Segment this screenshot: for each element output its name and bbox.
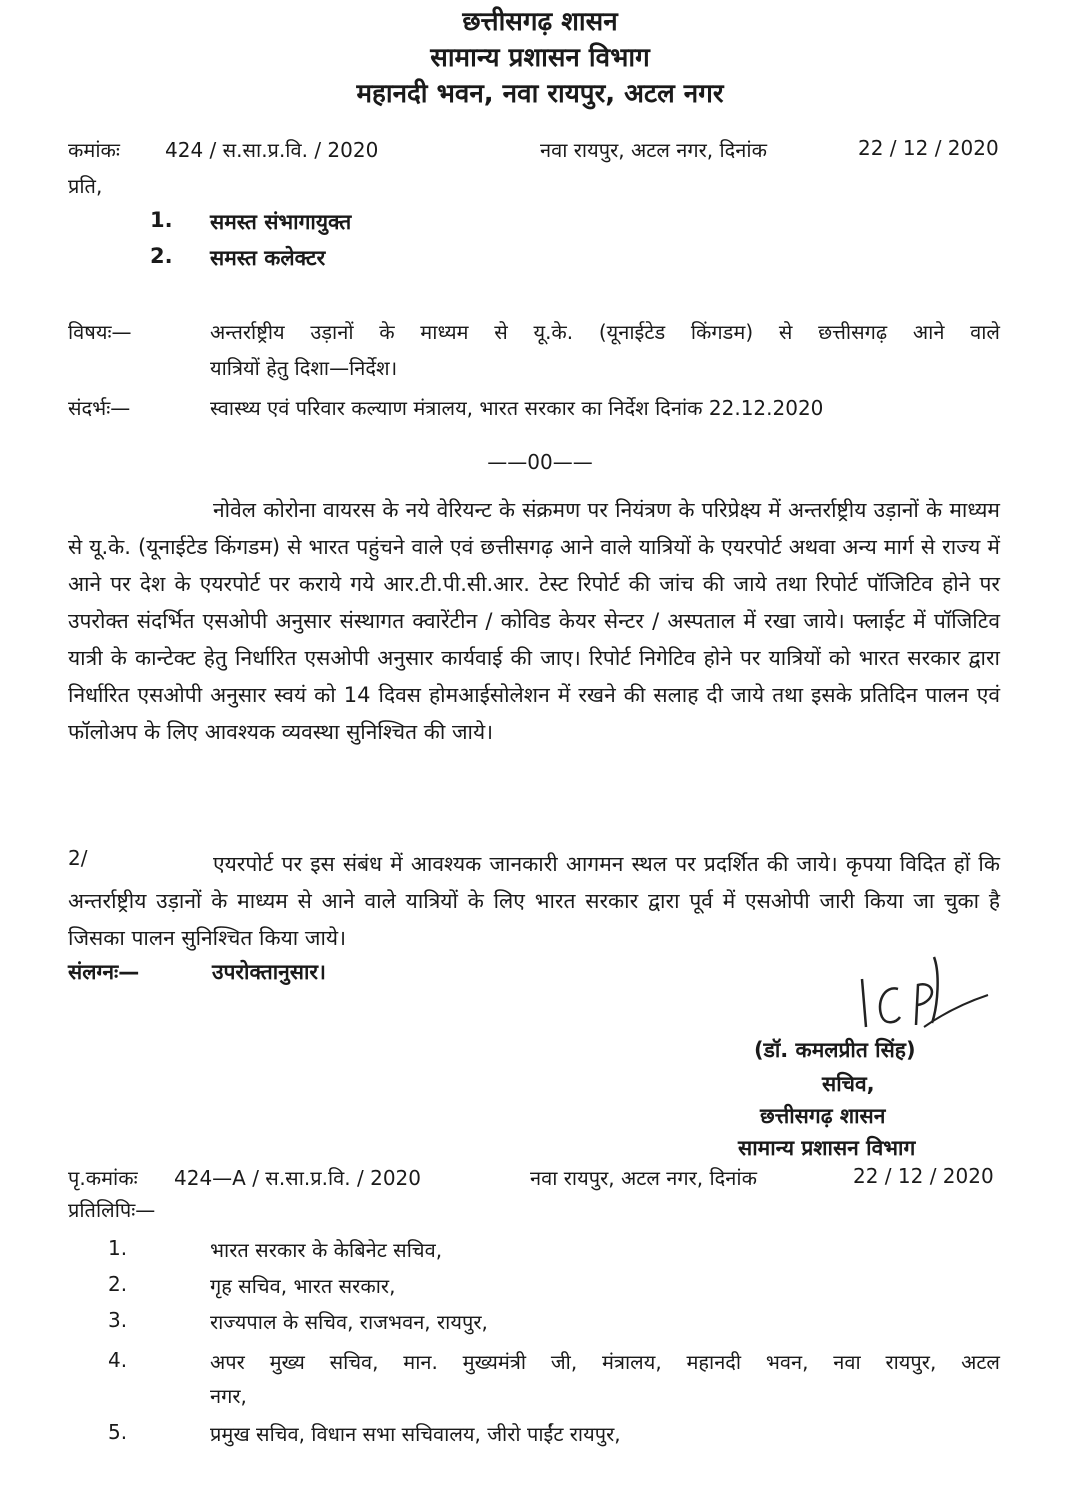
ref-number: 424 / स.सा.प्र.वि. / 2020	[165, 138, 379, 162]
subject-line-2: यात्रियों हेतु दिशा—निर्देश।	[210, 356, 398, 380]
recipient-text: समस्त संभागायुक्त	[210, 210, 352, 234]
ref2-label: पृ.कमांकः	[68, 1166, 138, 1190]
copy-text: भारत सरकार के केबिनेट सचिव,	[210, 1238, 443, 1262]
ref2-number: 424—A / स.सा.प्र.वि. / 2020	[174, 1166, 421, 1190]
copy-number: 3.	[108, 1308, 128, 1332]
signatory-org-1: छत्तीसगढ़ शासन	[760, 1104, 886, 1128]
copy-number: 1.	[108, 1236, 128, 1260]
copy-number: 5.	[108, 1420, 128, 1444]
para-2-number: 2/	[68, 846, 88, 870]
enclosure-label: संलग्नः—	[68, 960, 140, 984]
enclosure-text: उपरोक्तानुसार।	[212, 960, 326, 984]
ref-date: 22 / 12 / 2020	[858, 136, 999, 160]
signatory-name: (डॉ. कमलप्रीत सिंह)	[754, 1038, 916, 1062]
copy-text: अपर मुख्य सचिव, मान. मुख्यमंत्री जी, मंत्रालय, महानदी भवन, नवा रायपुर, अटल	[210, 1350, 1000, 1374]
reference-label: संदर्भः—	[68, 396, 131, 420]
header-department: सामान्य प्रशासन विभाग	[430, 43, 650, 73]
copy-label: प्रतिलिपिः—	[68, 1198, 156, 1222]
copy-text: प्रमुख सचिव, विधान सभा सचिवालय, जीरो पाईंट रायपुर,	[210, 1422, 621, 1446]
signatory-org-2: सामान्य प्रशासन विभाग	[738, 1136, 916, 1160]
separator: ——00——	[487, 450, 593, 474]
reference-text: स्वास्थ्य एवं परिवार कल्याण मंत्रालय, भारत सरकार का निर्देश दिनांक 22.12.2020	[210, 396, 824, 420]
copy-number: 4.	[108, 1348, 128, 1372]
recipient-number: 1.	[150, 208, 173, 232]
copy-text: गृह सचिव, भारत सरकार,	[210, 1274, 396, 1298]
signatory-designation: सचिव,	[822, 1072, 875, 1096]
body-paragraph-2: एयरपोर्ट पर इस संबंध में आवश्यक जानकारी आगमन स्थल पर प्रदर्शित की जाये। कृपया विदित हों कि अन्तर्राष्ट्रीय उड़ानों के माध्यम से आने वाले यात्रियों के लिए भारत सरकार द्वारा पूर्व में एसओपी जारी किया जा चुका है जिसका पालन सुनिश्चित किया जाये।	[68, 852, 1000, 950]
ref2-place-date: नवा रायपुर, अटल नगर, दिनांक	[530, 1166, 757, 1190]
recipient-text: समस्त कलेक्टर	[210, 246, 326, 270]
body-paragraph-1: नोवेल कोरोना वायरस के नये वेरियन्ट के संक्रमण पर नियंत्रण के परिप्रेक्ष्य में अन्तर्राष्ट्रीय उड़ानों के माध्यम से यू.के. (यूनाईटेड किंगडम) से भारत पहुंचने वाले एवं छत्तीसगढ़ आने वाले यात्रियों के एयरपोर्ट अथवा अन्य मार्ग से राज्य में आने पर देश के एयरपोर्ट पर कराये गये आर.टी.पी.सी.आर. टेस्ट रिपोर्ट की जांच की जाये तथा रिपोर्ट पॉजिटिव होने पर उपरोक्त संदर्भित एसओपी अनुसार संस्थागत क्वारेंटीन / कोविड केयर सेन्टर / अस्पताल में रखा जाये। फ्लाईट में पॉजिटिव यात्री के कान्टेक्ट हेतु निर्धारित एसओपी अनुसार कार्यवाई की जाए। रिपोर्ट निगेटिव होने पर यात्रियों को भारत सरकार द्वारा निर्धारित एसओपी अनुसार स्वयं को 14 दिवस होमआईसोलेशन में रखने की सलाह दी जाये तथा इसके प्रतिदिन पालन एवं फॉलोअप के लिए आवश्यक व्यवस्था सुनिश्चित की जाये।	[68, 498, 1000, 744]
recipient-number: 2.	[150, 244, 173, 268]
copy-text-continued: नगर,	[210, 1384, 247, 1408]
ref-label: कमांकः	[68, 138, 120, 162]
copy-text: राज्यपाल के सचिव, राजभवन, रायपुर,	[210, 1310, 488, 1334]
header-government: छत्तीसगढ़ शासन	[462, 7, 618, 37]
ref-place-date: नवा रायपुर, अटल नगर, दिनांक	[540, 138, 767, 162]
prati-label: प्रति,	[68, 174, 103, 198]
header-address: महानदी भवन, नवा रायपुर, अटल नगर	[356, 79, 724, 109]
handwritten-signature	[840, 955, 990, 1035]
copy-number: 2.	[108, 1272, 128, 1296]
subject-label: विषयः—	[68, 320, 132, 344]
subject-line-1: अन्तर्राष्ट्रीय उड़ानों के माध्यम से यू.के. (यूनाईटेड किंगडम) से छत्तीसगढ़ आने वाले	[210, 320, 1000, 344]
ref2-date: 22 / 12 / 2020	[853, 1164, 994, 1188]
